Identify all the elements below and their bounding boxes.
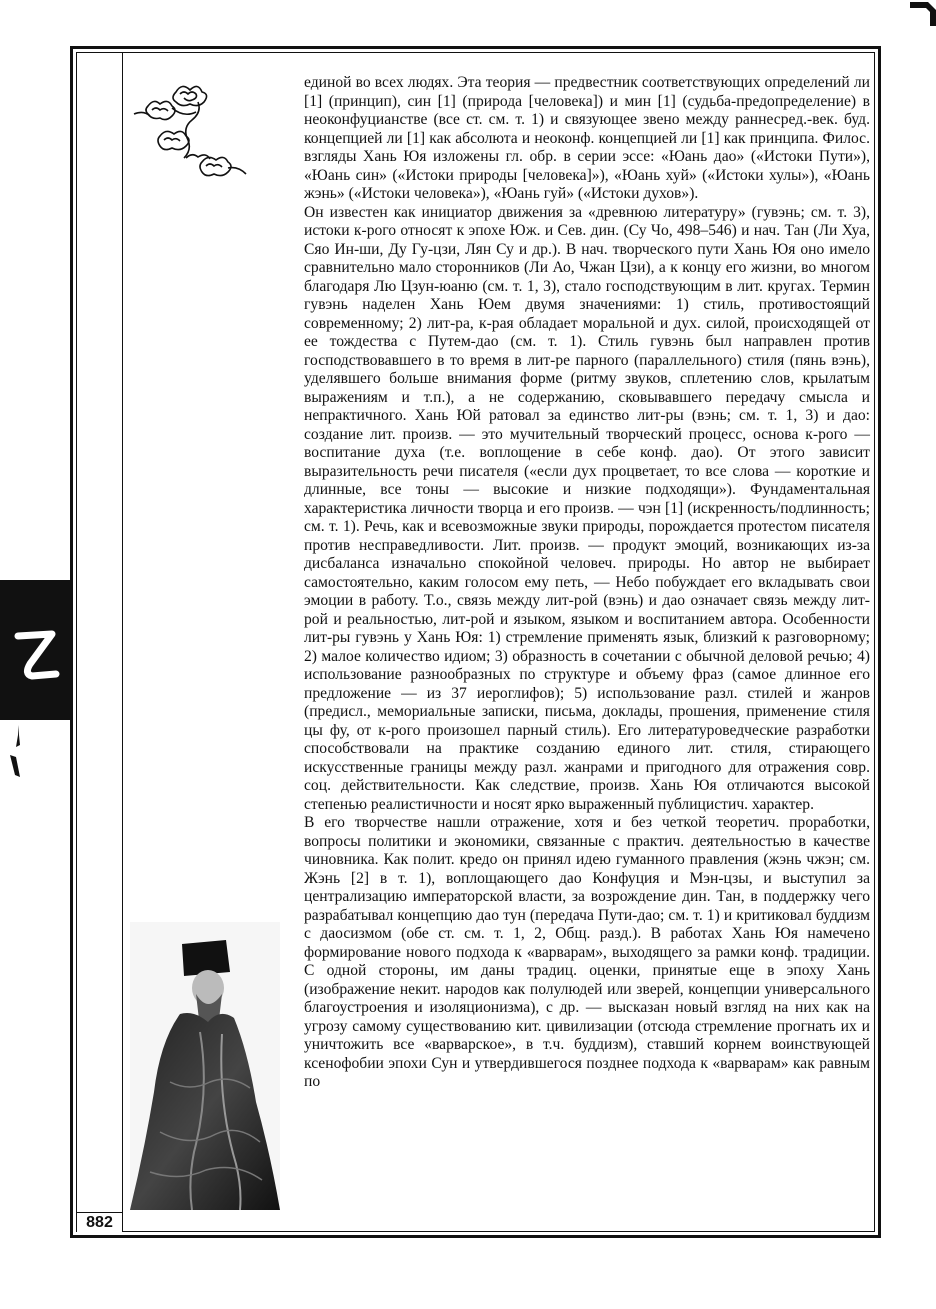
page-number: 882 xyxy=(77,1212,122,1233)
article-paragraph: В его творчестве нашли отражение, хотя и без четкой теоретич. проработки, вопросы политики и экономики, связанные с практич. деятельностью в качестве чиновника. Как полит. кредо он принял идею гуманного правления (жэнь чжэн; см. Жэнь [2] в т. 1), воплощающего дао Конфуция и Мэн-цзы, и выступил за централизацию императорской власти, за возрождение дин. Тан, в поддержку чего разрабатывал концепцию дао тун (передача Пути-дао; см. т. 1) и критиковал буддизм с даосизмом (обе ст. см. т. 1, 2, Общ. разд.). В работах Хань Юя намечено формирование нового подхода к «варварам», выходящего за рамки конф. традиции. С одной стороны, им даны традиц. оценки, принятые еще в эпоху Хань (изображение некит. народов как полулюдей или зверей, концепции универсального благоустроения и изоляционизма), с др. — высказан новый взгляд на них как на угрозу самому существованию кит. цивилизации (отсюда стремление прогнать их и уничтожить все «варварское», в т.ч. буддизм), ставший корнем воинствующей ксенофобии эпохи Сун и утвердившегося позднее подхода к «варварам» как равным по xyxy=(304,814,870,1090)
side-tab-glyph xyxy=(0,580,70,720)
article-paragraph: единой во всех людях. Эта теория — предвестник соответствующих определений ли [1] (принцип), син [1] (природа [человека]) и мин [1] (судьба-предопределение) в неоконфуцианстве (все ст. см. т. 1) и связующее звено между раннесред.-век. буд. концепцией ли [1] как абсолюта и неоконф. концепцией ли [1] как принципа. Филос. взгляды Хань Юя изложены гл. обр. в серии эссе: «Юань дао» («Истоки Пути»), «Юань син» («Истоки природы [человека]»), «Юань хуй» («Истоки хулы»), «Юань жэнь» («Истоки человека»), «Юань гуй» («Истоки духов»). xyxy=(304,74,870,202)
cloud-ornament-icon xyxy=(128,78,258,193)
han-yu-portrait-icon xyxy=(130,922,280,1210)
corner-arrow-icon xyxy=(910,0,936,26)
article-text xyxy=(304,74,870,1092)
side-margin-marks xyxy=(6,725,26,780)
left-margin-rule xyxy=(122,52,123,1232)
article-paragraph: Он известен как инициатор движения за «древнюю литературу» (гувэнь; см. т. 3), истоки к-рого относят к эпохе Юж. и Сев. дин. (Су Чо, 498–546) и нач. Тан (Ли Хуа, Сяо Ин-ши, Ду Гу-цзи, Лян Су и др.). В нач. творческого пути Хань Юя оно имело сравнительно мало сторонников (Ли Ао, Чжан Цзи), а к концу его жизни, во многом благодаря Лю Цзун-юаню (см. т. 1, 3), стало господствующим в лит. кругах. Термин гувэнь наделен Хань Юем двумя значениями: 1) стиль, противостоящий современному; 2) лит-ра, к-рая обладает моральной и дух. силой, происходящей от ее тождества с Путем-дао (см. т. 1). Стиль гувэнь был направлен против господствовавшего в то время в лит-ре парного (параллельного) стиля (пянь вэнь), уделявшего больше внимания форме (ритму звуков, сплетению слов, крылатым выражениям и т.п.), а не содержанию, сковывавшего передачу смысла и непрактичного. Хань Юй ратовал за единство лит-ры (вэнь; см. т. 1, 3) и дао: создание лит. произв. — это мучительный творческий процесс, основа к-рого — воспитание духа (т.е. воплощение в себе конф. дао). От этого зависит выразительность речи писателя («если дух процветает, то все слова — короткие и длинные, все тоны — высокие и низкие подходящи»). Фундаментальная характеристика личности творца и его произв. — чэн [1] (искренность/подлинность; см. т. 1). Речь, как и всевозможные звуки природы, порождается протестом писателя против несправедливости. Лит. произв. — продукт эмоций, возникающих из-за дисбаланса изначально спокойной человеч. природы. Но автор не выбирает самостоятельно, каким голосом ему петь, — Небо побуждает его вкладывать свои эмоции в работу. Т.о., связь между лит-рой (вэнь) и дао означает связь между лит-рой и реальностью, лит-рой и языком, языком и воспитанием автора. Особенности лит-ры гувэнь у Хань Юя: 1) стремление применять язык, близкий к разговорному; 2) малое количество идиом; 3) образность в сочетании с обычной деловой речью; 4) использование разнообразных по структуре и объему фраз (самое длинное его предложение — из 37 иероглифов); 5) использование разл. стилей и жанров (предисл., мемориальные записки, письма, доклады, прошения, применение стиля цы фу, от к-рого произошел парный стиль). Его литературоведческие разработки способствовали на практике созданию единого лит. стиля, стирающего искусственные границы между разл. жанрами и пригодного для отражения совр. соц. действительности. Как следствие, произв. Хань Юя отличаются высокой степенью реалистичности и носят ярко выраженный публицистич. характер. xyxy=(304,203,870,813)
